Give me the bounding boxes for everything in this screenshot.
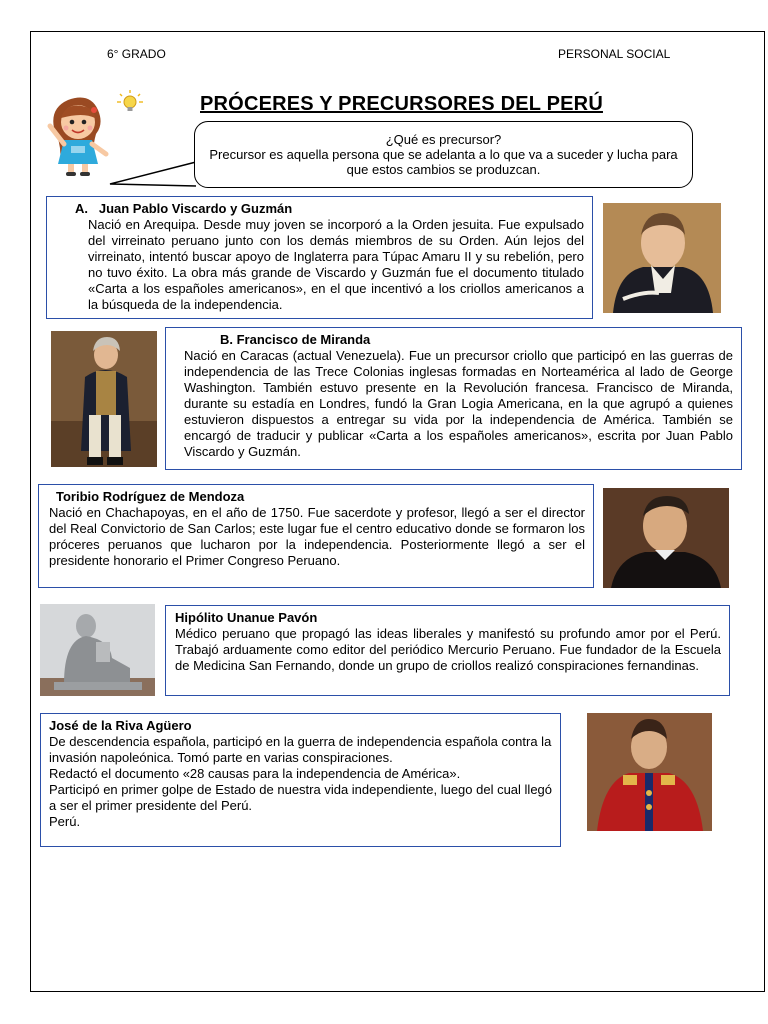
page-title: PRÓCERES Y PRECURSORES DEL PERÚ [200,93,603,115]
figure-name: B. Francisco de Miranda [220,332,371,347]
figure-description: Nació en Caracas (actual Venezuela). Fue un precursor criollo que participó en las guerras de independencia de las Trece Colonias inglesas formadas en Norteamérica al lado de George Washington. También estuvo presente en la Revolución francesa. Francisco de Miranda, durante su estadía en Londres, fundó la Gran Logia Americana, en la que agrupó a quienes estuvieron dispuestos a entregar su vida por la independencia de América. También se encargó de traducir y publicar «Carta a los españoles americanos», escrita por Juan Pablo Viscardo y Guzmán. [184,348,733,459]
figure-name: Juan Pablo Viscardo y Guzmán [98,201,293,216]
figure-card-viscardo [46,196,593,319]
figure-card-unanue [165,605,730,696]
grade-label: 6° GRADO [107,47,166,61]
figure-card-riva-aguero [40,713,561,847]
figure-description: Nació en Arequipa. Desde muy joven se incorporó a la Orden jesuita. Fue expulsado del virreinato peruano junto con los demás miembros de su Orden. Aún lejos del virreinato, intentó buscar apoyo de Inglaterra para Túpac Amaru II y su rebelión, pero no tuvo éxito. La obra más grande de Viscardo y Guzmán fue el documento titulado «Carta a los españoles americanos», en el que incentivó a los criollos americanos a la búsqueda de la independencia. [88,217,584,312]
figure-line: Redactó el documento «28 causas para la independencia de América». [49,766,461,781]
lightbulb-icon [117,90,143,111]
figure-heading [75,201,584,217]
figure-line: Perú. [49,814,81,829]
speech-bubble-tail [108,160,198,188]
figure-line: De descendencia española, participó en la guerra de independencia española contra la invasión napoleónica. Tomó parte en varias conspiraciones. [49,734,552,765]
portrait-riva-aguero [587,713,712,831]
portrait-viscardo [603,203,721,313]
figure-line: Participó en primer golpe de Estado de nuestra vida independiente, luego del cual llegó a ser el primer presidente del Perú. [49,782,553,813]
figure-card-rodriguez [38,484,594,588]
speech-bubble [194,121,693,188]
subject-label: PERSONAL SOCIAL [558,47,671,61]
portrait-rodriguez [603,488,729,588]
figure-name: Toribio Rodríguez de Mendoza [56,489,245,504]
figure-marker: A. [75,201,88,216]
figure-name: Hipólito Unanue Pavón [175,610,318,625]
bubble-question: ¿Qué es precursor? [385,132,502,147]
bubble-definition: Precursor es aquella persona que se adelanta a lo que va a suceder y lucha para que estos cambios se produzcan. [209,147,678,177]
portrait-miranda [51,331,157,467]
statue-unanue [40,604,155,696]
figure-name: José de la Riva Agüero [49,718,192,733]
figure-description: Nació en Chachapoyas, en el año de 1750. Fue sacerdote y profesor, llegó a ser el director del Real Convictorio de San Carlos; este lugar fue el centro educativo donde se formaron los próceres peruanos que lucharon por la independencia. Posteriormente llegó a ser el presidente honorario el Primer Congreso Peruano. [49,505,585,568]
figure-card-miranda [165,327,742,470]
figure-description: Médico peruano que propagó las ideas liberales y manifestó su profundo amor por el Perú. Trabajó arduamente como editor del periódico Mercurio Peruano. Fue fundador de la Escuela de Medicina San Fernando, donde un grupo de criollos realizó conspiraciones fernandinas. [175,626,721,673]
